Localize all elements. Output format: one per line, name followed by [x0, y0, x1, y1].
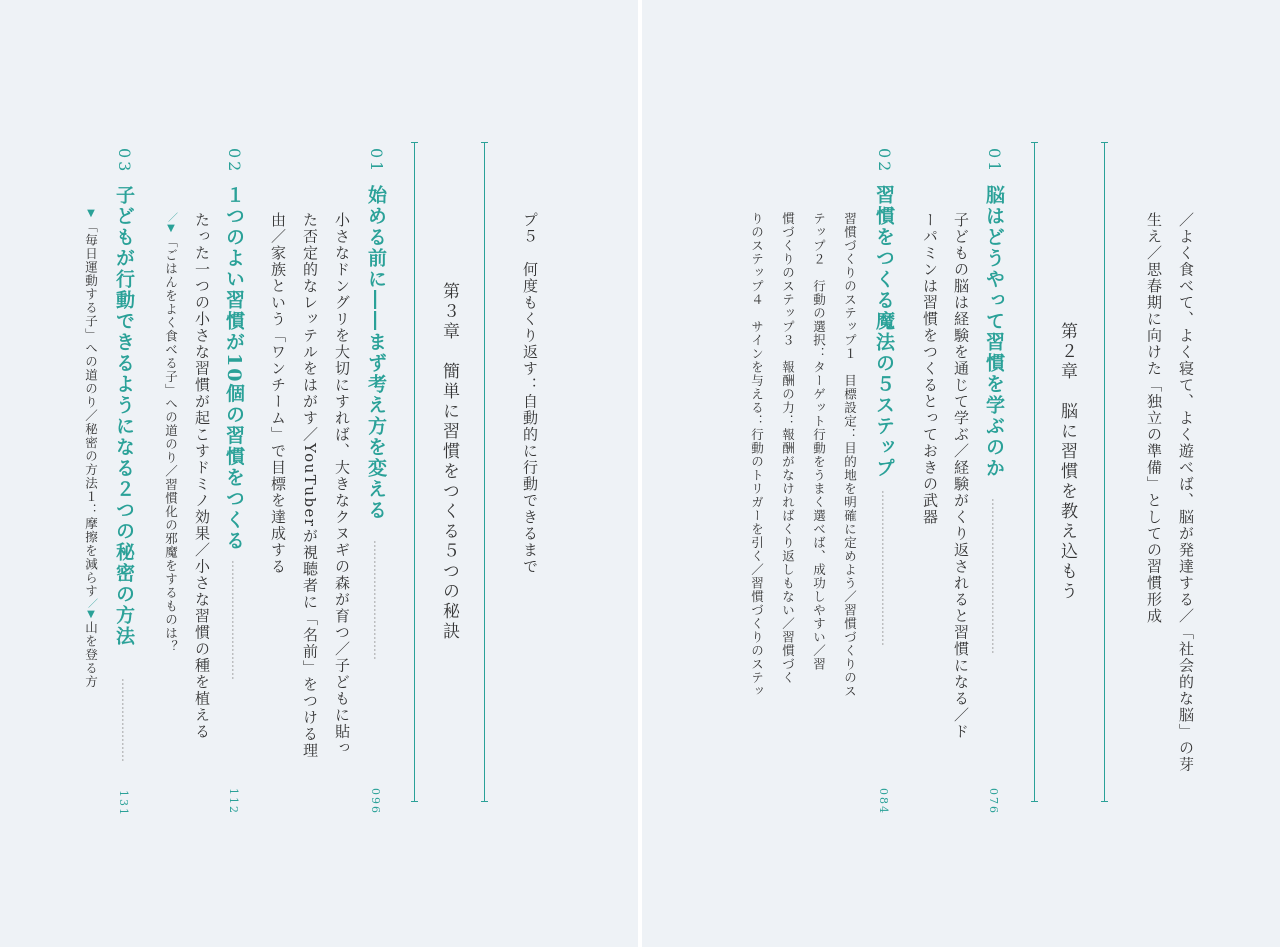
- triangle-marker-icon: ／▼: [85, 598, 97, 621]
- chapter2-rule-right: [1104, 142, 1105, 802]
- section-text: たった一つの小さな習慣が起こすドミノ効果／小さな習慣の種を植える: [193, 212, 211, 740]
- section-number: 01: [367, 148, 386, 175]
- section-text-line2: [164, 212, 177, 654]
- page-number: 112: [227, 788, 240, 815]
- triangle-marker-icon: ▼: [85, 208, 97, 220]
- intro-line-2: 生え／思春期に向けた「独立の準備」としての習慣形成: [1145, 212, 1163, 625]
- section-number: 03: [115, 148, 134, 175]
- section-title: 脳はどうやって習慣を学ぶのか: [983, 185, 1005, 479]
- section-text-tail: 山を登る方: [83, 621, 99, 689]
- intro-line-1: ／よく食べて、よく寝て、よく遊べば、脳が発達する／「社会的な脳」の芽: [1177, 212, 1195, 773]
- section-text: テップ２ 行動の選択：ターゲット行動をうまく選べば、成功しやすい／習: [811, 212, 827, 671]
- dot-leader: …………………………: [371, 540, 385, 660]
- page-number: 131: [117, 790, 130, 817]
- page-gutter: [638, 0, 642, 947]
- dot-leader: …………………………: [229, 560, 243, 680]
- dot-leader: …………………………………: [879, 490, 893, 646]
- section-text-body: 「ごはんをよく食べる子」への道のり／習慣化の邪魔をするものは？: [163, 235, 179, 654]
- chapter3-rule-right: [484, 142, 485, 802]
- page-number: 096: [369, 788, 382, 815]
- dot-leader: …………………: [119, 678, 133, 762]
- page-number: 084: [877, 788, 890, 815]
- section-number: 01: [985, 148, 1004, 175]
- section-text-body: 「毎日運動する子」への道のり／秘密の方法１：摩擦を減らす: [83, 220, 99, 598]
- section-text: 習慣づくりのステップ１ 目標設定：目的地を明確に定めよう／習慣づくりのス: [842, 212, 858, 698]
- page-number: 076: [987, 788, 1000, 815]
- section-text: 慣づくりのステップ３ 報酬の力：報酬がなければくり返しもない／習慣づく: [780, 212, 796, 685]
- section-title: １つのよい習慣が10個の習慣をつくる: [223, 185, 245, 552]
- section-text: 小さなドングリを大切にすれば、大きなクヌギの森が育つ／子どもに貼っ: [333, 212, 351, 757]
- triangle-marker-icon: ／▼: [165, 212, 177, 235]
- chapter2-heading: 第２章 脳に習慣を教え込もう: [1057, 322, 1077, 602]
- dot-leader: …………………………………: [989, 498, 1003, 654]
- section-text-line1: [84, 208, 97, 689]
- section-text: た否定的なレッテルをはがす／YouTuberが視聴者に「名前」をつける理: [301, 212, 319, 759]
- section-text: ーパミンは習慣をつくるとっておきの武器: [921, 212, 939, 526]
- continued-line: プ５ 何度もくり返す：自動的に行動できるまで: [521, 212, 539, 575]
- section-number: 02: [875, 148, 894, 175]
- chapter3-rule-left: [414, 142, 415, 802]
- section-title: 子どもが行動できるようになる２つの秘密の方法: [113, 185, 135, 647]
- section-title: 習慣をつくる魔法の５ステップ: [873, 185, 895, 479]
- section-title: 始める前に――まず考え方を変える: [365, 185, 387, 521]
- section-text: 子どもの脳は経験を通じて学ぶ／経験がくり返されると習慣になる／ド: [952, 212, 970, 740]
- section-text: 由／家族という「ワンチーム」で目標を達成する: [269, 212, 287, 575]
- section-text: りのステップ４ サインを与える：行動のトリガーを引く／習慣づくりのステッ: [749, 212, 765, 698]
- chapter3-heading: 第３章 簡単に習慣をつくる５つの秘訣: [439, 282, 459, 642]
- section-number: 02: [225, 148, 244, 175]
- chapter2-rule-left: [1034, 142, 1035, 802]
